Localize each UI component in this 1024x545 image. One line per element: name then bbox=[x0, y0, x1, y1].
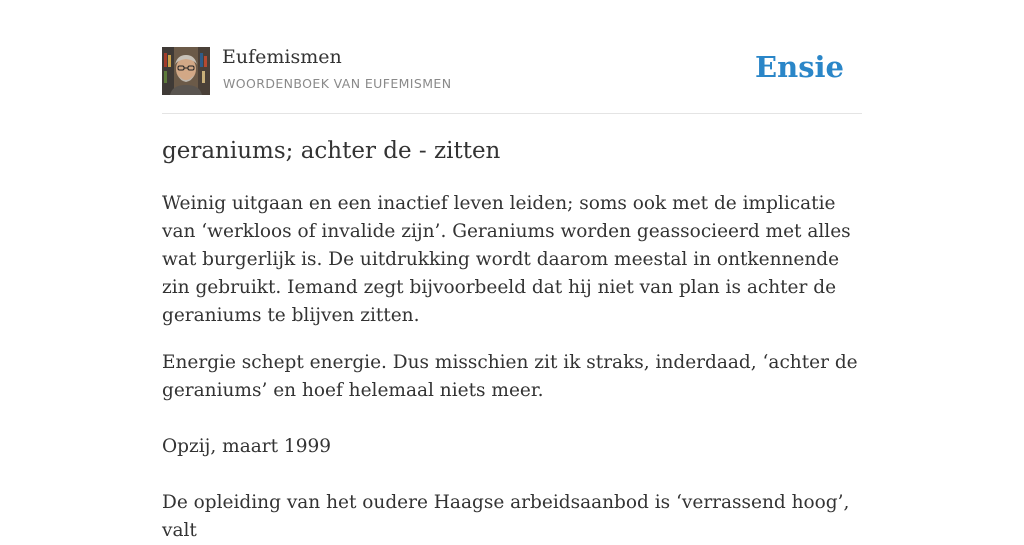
entry-quote: Energie schept energie. Dus misschien zit ik straks, inderdaad, ‘achter de geraniums’ en hoef helemaal niets meer. bbox=[162, 352, 858, 401]
entry-definition: Weinig uitgaan en een inactief leven leiden; soms ook met de implicatie van ‘werkloos of invalide zijn’. Geraniums worden geassocieerd met alles wat burgerlijk is. De uitdrukking wordt daarom meestal in ontkennende zin gebruikt. Iemand zegt bijvoorbeeld dat hij niet van plan is achter de geraniums te blijven zitten. bbox=[162, 193, 851, 326]
avatar-portrait-icon bbox=[162, 47, 210, 95]
entry-next-paragraph: De opleiding van het oudere Haagse arbeidsaanbod is ‘verrassend hoog’, valt bbox=[162, 492, 850, 541]
author-name[interactable]: Eufemismen bbox=[222, 46, 342, 68]
page-container bbox=[162, 0, 862, 541]
header bbox=[162, 0, 862, 114]
entry-title: geraniums; achter de - zitten bbox=[162, 138, 501, 164]
entry-source: Opzij, maart 1999 bbox=[162, 436, 332, 457]
entry-body bbox=[162, 190, 862, 545]
author-subtitle[interactable]: WOORDENBOEK VAN EUFEMISMEN bbox=[223, 76, 452, 91]
author-avatar[interactable] bbox=[162, 47, 210, 95]
ensie-logo-link[interactable]: Ensie bbox=[755, 50, 844, 84]
